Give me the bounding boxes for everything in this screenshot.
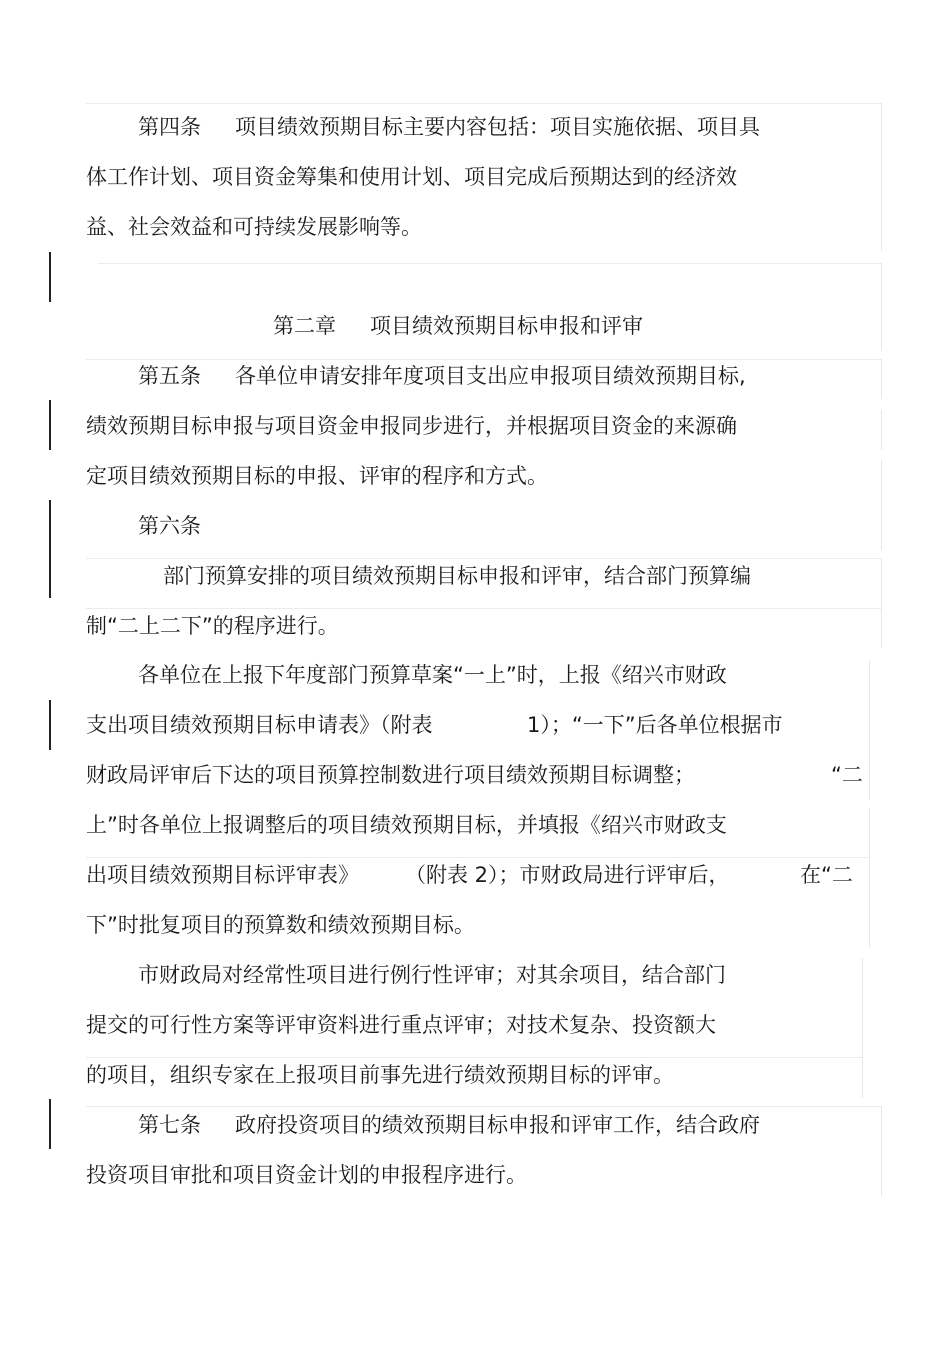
guide-rule xyxy=(881,103,882,251)
guide-rule xyxy=(86,359,882,360)
guide-rule xyxy=(881,410,882,450)
guide-rule xyxy=(86,857,869,858)
article-6-line: 在“二 xyxy=(800,863,853,887)
margin-mark xyxy=(49,700,51,750)
article-5-line xyxy=(138,364,746,388)
guide-rule xyxy=(86,1057,862,1058)
article-6-line: 的项目，组织专家在上报项目前事先进行绩效预期目标的评审。 xyxy=(86,1063,674,1087)
guide-rule xyxy=(881,359,882,399)
chapter-label: 第二章 xyxy=(273,314,336,338)
chapter-title: 项目绩效预期目标申报和评审 xyxy=(370,314,643,338)
article-4-label: 第四条 xyxy=(138,115,201,139)
guide-rule xyxy=(86,103,882,104)
article-4-line: 益、社会效益和可持续发展影响等。 xyxy=(86,215,422,239)
guide-rule xyxy=(869,660,870,800)
article-5-text: 各单位申请安排年度项目支出应申报项目绩效预期目标, xyxy=(235,364,746,388)
guide-rule xyxy=(862,958,863,1098)
article-6-line: （附表 2）；市财政局进行评审后， xyxy=(405,863,730,887)
article-7-text: 政府投资项目的绩效预期目标申报和评审工作，结合政府 xyxy=(235,1113,760,1137)
guide-rule xyxy=(881,263,882,351)
article-6-line: 市财政局对经常性项目进行例行性评审；对其余项目，结合部门 xyxy=(138,963,726,987)
guide-rule xyxy=(881,558,882,648)
article-6-label: 第六条 xyxy=(138,514,201,538)
margin-mark xyxy=(49,1099,51,1149)
article-6-line: 下”时批复项目的预算数和绩效预期目标。 xyxy=(86,913,475,937)
guide-rule xyxy=(869,808,870,948)
article-6-line: 支出项目绩效预期目标申请表》（附表 xyxy=(86,713,433,737)
guide-rule xyxy=(881,1106,882,1196)
guide-rule xyxy=(86,1106,882,1107)
margin-mark xyxy=(49,252,51,302)
article-6-line: “二 xyxy=(831,763,863,787)
article-6-line: 上”时各单位上报调整后的项目绩效预期目标，并填报《绍兴市财政支 xyxy=(86,813,727,837)
guide-rule xyxy=(881,460,882,550)
article-7-label: 第七条 xyxy=(138,1113,201,1137)
guide-rule xyxy=(86,608,882,609)
guide-rule xyxy=(86,558,882,559)
article-6-line: 出项目绩效预期目标评审表》 xyxy=(86,863,359,887)
article-6-line: 1）；“一下”后各单位根据市 xyxy=(527,713,783,737)
margin-mark xyxy=(49,400,51,450)
guide-rule xyxy=(98,263,882,264)
article-5-label: 第五条 xyxy=(138,364,201,388)
article-5-line: 绩效预期目标申报与项目资金申报同步进行，并根据项目资金的来源确 xyxy=(86,414,737,438)
article-6-line: 提交的可行性方案等评审资料进行重点评审；对技术复杂、投资额大 xyxy=(86,1013,716,1037)
article-4-text: 项目绩效预期目标主要内容包括：项目实施依据、项目具 xyxy=(235,115,760,139)
article-5-line: 定项目绩效预期目标的申报、评审的程序和方式。 xyxy=(86,464,548,488)
article-6-line: 部门预算安排的项目绩效预期目标申报和评审，结合部门预算编 xyxy=(163,564,751,588)
chapter-heading xyxy=(273,314,643,338)
article-6-line: 各单位在上报下年度部门预算草案“一上”时，上报《绍兴市财政 xyxy=(138,663,727,687)
article-7-line: 投资项目审批和项目资金计划的申报程序进行。 xyxy=(86,1163,527,1187)
article-7-line xyxy=(138,1113,760,1137)
article-6-line: 制“二上二下”的程序进行。 xyxy=(86,614,339,638)
article-4-line xyxy=(138,115,760,139)
article-6-line: 财政局评审后下达的项目预算控制数进行项目绩效预期目标调整； xyxy=(86,763,695,787)
margin-mark xyxy=(49,500,51,598)
article-4-line: 体工作计划、项目资金筹集和使用计划、项目完成后预期达到的经济效 xyxy=(86,165,737,189)
